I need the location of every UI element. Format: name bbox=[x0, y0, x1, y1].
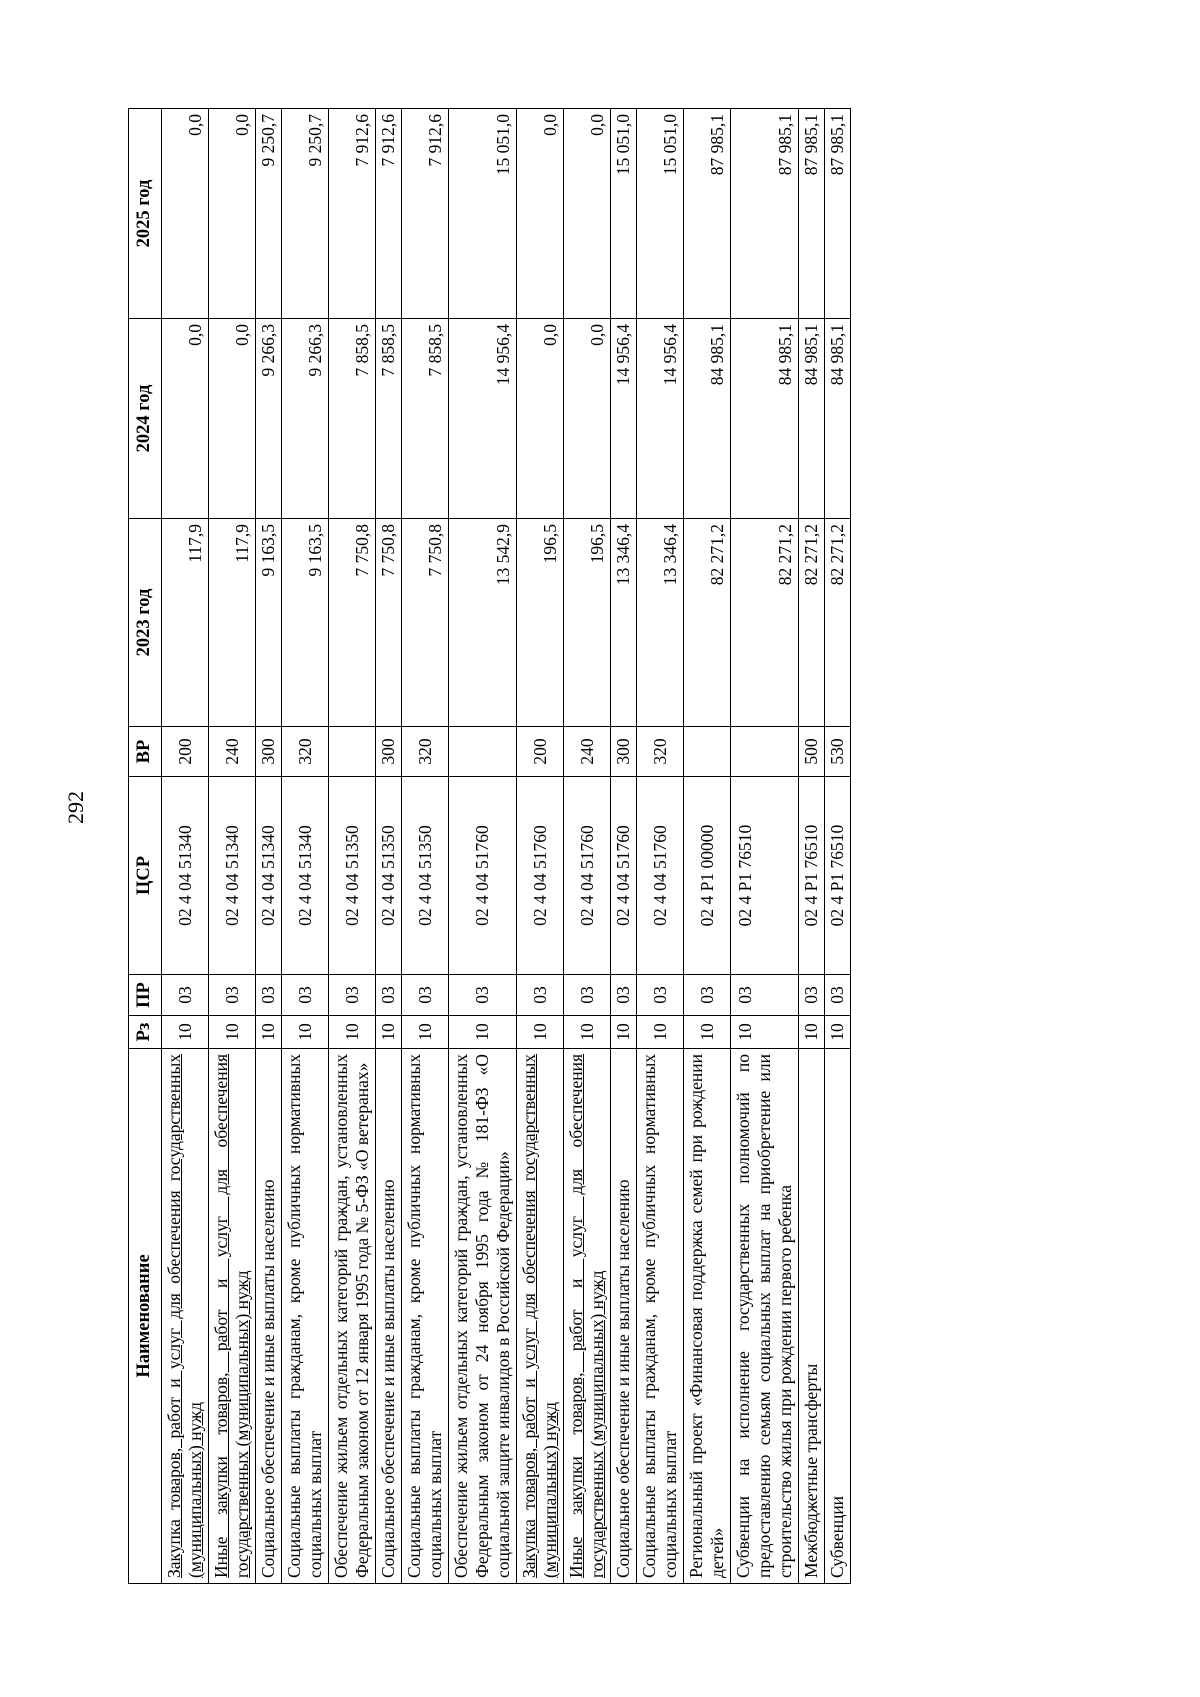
cell-csr: 02 4 04 51350 bbox=[402, 777, 449, 975]
cell-2025: 87 985,1 bbox=[684, 109, 731, 319]
cell-csr: 02 4 04 51340 bbox=[256, 777, 282, 975]
cell-2025: 7 912,6 bbox=[376, 109, 402, 319]
cell-pr: 03 bbox=[825, 975, 851, 1016]
cell-2025: 15 051,0 bbox=[637, 109, 684, 319]
cell-name bbox=[282, 1049, 329, 1584]
header-2025: 2025 год bbox=[129, 109, 162, 319]
cell-csr: 02 4 P1 76510 bbox=[825, 777, 851, 975]
header-rz: Рз bbox=[129, 1016, 162, 1049]
cell-rz: 10 bbox=[684, 1016, 731, 1049]
cell-2024: 7 858,5 bbox=[376, 319, 402, 519]
cell-vr bbox=[329, 727, 376, 777]
table-row bbox=[329, 109, 376, 1584]
cell-2024: 0,0 bbox=[162, 319, 209, 519]
cell-name bbox=[799, 1049, 825, 1584]
cell-name bbox=[611, 1049, 637, 1584]
cell-2025: 9 250,7 bbox=[282, 109, 329, 319]
cell-vr: 320 bbox=[402, 727, 449, 777]
table-row bbox=[402, 109, 449, 1584]
cell-2024: 84 985,1 bbox=[825, 319, 851, 519]
header-2024: 2024 год bbox=[129, 319, 162, 519]
table-row bbox=[517, 109, 564, 1584]
cell-csr: 02 4 04 51350 bbox=[329, 777, 376, 975]
cell-2023: 117,9 bbox=[162, 519, 209, 727]
cell-rz: 10 bbox=[256, 1016, 282, 1049]
cell-rz: 10 bbox=[209, 1016, 256, 1049]
cell-vr: 320 bbox=[637, 727, 684, 777]
cell-2023: 7 750,8 bbox=[376, 519, 402, 727]
cell-pr: 03 bbox=[282, 975, 329, 1016]
cell-2023: 9 163,5 bbox=[256, 519, 282, 727]
cell-2024: 0,0 bbox=[564, 319, 611, 519]
cell-2025: 87 985,1 bbox=[799, 109, 825, 319]
cell-2023: 196,5 bbox=[517, 519, 564, 727]
cell-name bbox=[564, 1049, 611, 1584]
cell-name-text: Межбюджетные трансферты bbox=[801, 1363, 822, 1578]
table-row bbox=[637, 109, 684, 1584]
cell-rz: 10 bbox=[637, 1016, 684, 1049]
cell-2024: 14 956,4 bbox=[449, 319, 517, 519]
table-row bbox=[611, 109, 637, 1584]
table-row bbox=[564, 109, 611, 1584]
cell-2025: 0,0 bbox=[564, 109, 611, 319]
cell-rz: 10 bbox=[449, 1016, 517, 1049]
cell-name bbox=[731, 1049, 799, 1584]
cell-name bbox=[449, 1049, 517, 1584]
cell-2023: 13 346,4 bbox=[611, 519, 637, 727]
cell-2025: 9 250,7 bbox=[256, 109, 282, 319]
cell-vr: 240 bbox=[564, 727, 611, 777]
cell-2023: 82 271,2 bbox=[825, 519, 851, 727]
cell-2024: 84 985,1 bbox=[731, 319, 799, 519]
cell-vr bbox=[449, 727, 517, 777]
cell-csr: 02 4 04 51760 bbox=[517, 777, 564, 975]
header-pr: ПР bbox=[129, 975, 162, 1016]
cell-2024: 0,0 bbox=[517, 319, 564, 519]
header-csr: ЦСР bbox=[129, 777, 162, 975]
cell-2023: 13 346,4 bbox=[637, 519, 684, 727]
cell-2023: 82 271,2 bbox=[684, 519, 731, 727]
cell-2024: 7 858,5 bbox=[329, 319, 376, 519]
table-row bbox=[162, 109, 209, 1584]
cell-name bbox=[376, 1049, 402, 1584]
table-row bbox=[825, 109, 851, 1584]
cell-vr: 500 bbox=[799, 727, 825, 777]
cell-2024: 14 956,4 bbox=[637, 319, 684, 519]
cell-pr: 03 bbox=[329, 975, 376, 1016]
cell-2025: 0,0 bbox=[209, 109, 256, 319]
cell-csr: 02 4 04 51760 bbox=[564, 777, 611, 975]
cell-rz: 10 bbox=[517, 1016, 564, 1049]
cell-name-text: Иные закупки товаров, работ и услуг для обеспечения государственных (муниципальных) нужд bbox=[211, 1054, 253, 1578]
cell-name-text: Закупка товаров, работ и услуг для обеспечения государственных (муниципальных) нужд bbox=[164, 1054, 206, 1578]
cell-2024: 84 985,1 bbox=[799, 319, 825, 519]
cell-2024: 9 266,3 bbox=[256, 319, 282, 519]
cell-csr: 02 4 P1 76510 bbox=[731, 777, 799, 975]
cell-2024: 0,0 bbox=[209, 319, 256, 519]
cell-2023: 117,9 bbox=[209, 519, 256, 727]
table-row bbox=[209, 109, 256, 1584]
cell-2025: 15 051,0 bbox=[611, 109, 637, 319]
cell-2023: 13 542,9 bbox=[449, 519, 517, 727]
cell-name bbox=[517, 1049, 564, 1584]
cell-name-text: Обеспечение жильем отдельных категорий граждан, установленных Федеральным законом от 24 ноября 1995 года № 181-ФЗ «О социальной защите инвалидов в Российской Федерации» bbox=[451, 1054, 514, 1578]
cell-rz: 10 bbox=[611, 1016, 637, 1049]
cell-name-text: Региональный проект «Финансовая поддержка семей при рождении детей» bbox=[686, 1054, 728, 1578]
cell-2025: 7 912,6 bbox=[402, 109, 449, 319]
cell-name-text: Иные закупки товаров, работ и услуг для обеспечения государственных (муниципальных) нужд bbox=[566, 1054, 608, 1578]
header-2023: 2023 год bbox=[129, 519, 162, 727]
cell-rz: 10 bbox=[376, 1016, 402, 1049]
cell-2024: 84 985,1 bbox=[684, 319, 731, 519]
cell-pr: 03 bbox=[564, 975, 611, 1016]
cell-rz: 10 bbox=[329, 1016, 376, 1049]
cell-pr: 03 bbox=[449, 975, 517, 1016]
cell-vr: 320 bbox=[282, 727, 329, 777]
cell-vr bbox=[731, 727, 799, 777]
cell-name-text: Закупка товаров, работ и услуг для обеспечения государственных (муниципальных) нужд bbox=[519, 1054, 561, 1578]
cell-name-text: Социальные выплаты гражданам, кроме публичных нормативных социальных выплат bbox=[404, 1054, 446, 1578]
cell-vr: 300 bbox=[256, 727, 282, 777]
budget-table bbox=[128, 108, 851, 1584]
table-row bbox=[449, 109, 517, 1584]
cell-vr: 240 bbox=[209, 727, 256, 777]
cell-pr: 03 bbox=[517, 975, 564, 1016]
cell-pr: 03 bbox=[162, 975, 209, 1016]
cell-csr: 02 4 04 51760 bbox=[449, 777, 517, 975]
cell-name bbox=[209, 1049, 256, 1584]
cell-2025: 7 912,6 bbox=[329, 109, 376, 319]
cell-name bbox=[162, 1049, 209, 1584]
cell-name bbox=[329, 1049, 376, 1584]
cell-name bbox=[684, 1049, 731, 1584]
cell-name-text: Субвенции на исполнение государственных полномочий по предоставлению семьям социальных выплат на приобретение или строительство жилья при рождении первого ребенка bbox=[733, 1054, 796, 1578]
cell-2023: 7 750,8 bbox=[402, 519, 449, 727]
cell-pr: 03 bbox=[256, 975, 282, 1016]
table-row bbox=[256, 109, 282, 1584]
cell-2025: 0,0 bbox=[517, 109, 564, 319]
cell-pr: 03 bbox=[402, 975, 449, 1016]
cell-vr: 530 bbox=[825, 727, 851, 777]
table-row bbox=[799, 109, 825, 1584]
cell-pr: 03 bbox=[799, 975, 825, 1016]
cell-2023: 82 271,2 bbox=[799, 519, 825, 727]
page-number: 292 bbox=[63, 791, 88, 824]
cell-pr: 03 bbox=[731, 975, 799, 1016]
table-row bbox=[282, 109, 329, 1584]
cell-rz: 10 bbox=[564, 1016, 611, 1049]
cell-2023: 7 750,8 bbox=[329, 519, 376, 727]
cell-csr: 02 4 P1 00000 bbox=[684, 777, 731, 975]
table-row bbox=[376, 109, 402, 1584]
cell-vr: 300 bbox=[611, 727, 637, 777]
cell-name bbox=[256, 1049, 282, 1584]
table-row bbox=[684, 109, 731, 1584]
cell-name-text: Социальное обеспечение и иные выплаты населению bbox=[378, 1179, 399, 1578]
cell-pr: 03 bbox=[209, 975, 256, 1016]
cell-rz: 10 bbox=[825, 1016, 851, 1049]
cell-pr: 03 bbox=[611, 975, 637, 1016]
cell-rz: 10 bbox=[731, 1016, 799, 1049]
cell-name-text: Обеспечение жильем отдельных категорий граждан, установленных Федеральным законом от 12 января 1995 года № 5-ФЗ «О ветеранах» bbox=[331, 1054, 373, 1578]
header-vr: ВР bbox=[129, 727, 162, 777]
cell-rz: 10 bbox=[402, 1016, 449, 1049]
cell-rz: 10 bbox=[282, 1016, 329, 1049]
cell-2024: 9 266,3 bbox=[282, 319, 329, 519]
cell-vr bbox=[684, 727, 731, 777]
cell-2025: 15 051,0 bbox=[449, 109, 517, 319]
cell-pr: 03 bbox=[637, 975, 684, 1016]
cell-csr: 02 4 04 51350 bbox=[376, 777, 402, 975]
cell-vr: 200 bbox=[162, 727, 209, 777]
cell-csr: 02 4 04 51340 bbox=[282, 777, 329, 975]
table-header-row bbox=[129, 109, 162, 1584]
table-row bbox=[731, 109, 799, 1584]
cell-name-text: Субвенции bbox=[827, 1495, 848, 1578]
cell-2025: 87 985,1 bbox=[731, 109, 799, 319]
cell-csr: 02 4 04 51340 bbox=[209, 777, 256, 975]
cell-pr: 03 bbox=[376, 975, 402, 1016]
header-name: Наименование bbox=[129, 1049, 162, 1584]
cell-name-text: Социальное обеспечение и иные выплаты населению bbox=[258, 1179, 279, 1578]
cell-csr: 02 4 04 51340 bbox=[162, 777, 209, 975]
cell-name-text: Социальное обеспечение и иные выплаты населению bbox=[613, 1179, 634, 1578]
cell-2023: 9 163,5 bbox=[282, 519, 329, 727]
cell-rz: 10 bbox=[162, 1016, 209, 1049]
cell-2023: 196,5 bbox=[564, 519, 611, 727]
cell-csr: 02 4 04 51760 bbox=[637, 777, 684, 975]
cell-vr: 300 bbox=[376, 727, 402, 777]
cell-2024: 7 858,5 bbox=[402, 319, 449, 519]
cell-rz: 10 bbox=[799, 1016, 825, 1049]
cell-vr: 200 bbox=[517, 727, 564, 777]
cell-csr: 02 4 04 51760 bbox=[611, 777, 637, 975]
cell-2023: 82 271,2 bbox=[731, 519, 799, 727]
cell-2025: 0,0 bbox=[162, 109, 209, 319]
cell-csr: 02 4 P1 76510 bbox=[799, 777, 825, 975]
cell-name bbox=[637, 1049, 684, 1584]
cell-name bbox=[402, 1049, 449, 1584]
rotated-table-container bbox=[128, 109, 851, 1584]
cell-2025: 87 985,1 bbox=[825, 109, 851, 319]
cell-name bbox=[825, 1049, 851, 1584]
cell-pr: 03 bbox=[684, 975, 731, 1016]
cell-name-text: Социальные выплаты гражданам, кроме публичных нормативных социальных выплат bbox=[284, 1054, 326, 1578]
cell-2024: 14 956,4 bbox=[611, 319, 637, 519]
cell-name-text: Социальные выплаты гражданам, кроме публичных нормативных социальных выплат bbox=[639, 1054, 681, 1578]
